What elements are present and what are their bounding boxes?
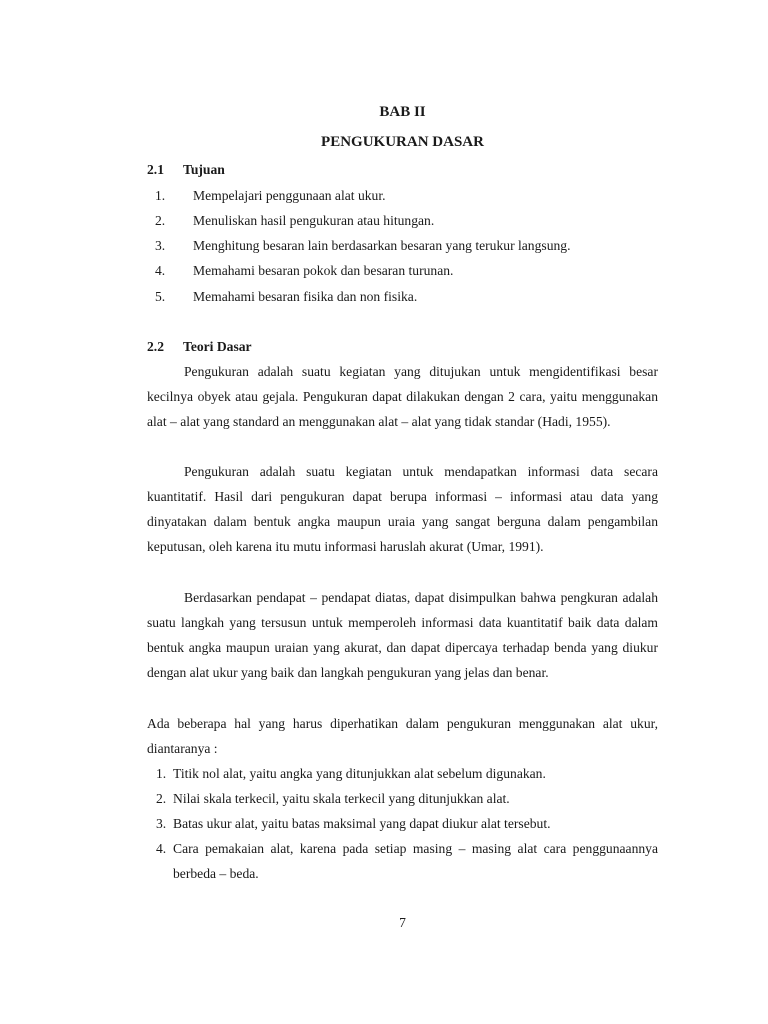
list-item-number: 3. (156, 816, 167, 831)
list-item (147, 811, 658, 836)
list-item-text: Memahami besaran fisika dan non fisika. (193, 289, 418, 304)
section-title: Teori Dasar (183, 339, 252, 354)
list-item-text: Cara pemakaian alat, karena pada setiap masing – masing alat cara penggunaannya berbeda – beda. (173, 841, 658, 881)
list-item-text: Memahami besaran pokok dan besaran turunan. (193, 263, 454, 278)
page-number: 7 (399, 915, 406, 930)
paragraph: Pengukuran adalah suatu kegiatan yang ditujukan untuk mengidentifikasi besar kecilnya obyek atau gejala. Pengukuran dapat dilakukan dengan 2 cara, yaitu menggunakan alat – alat yang standard an menggunakan alat – alat yang tidak standar (Hadi, 1955). (147, 364, 658, 429)
list-item-text: Nilai skala terkecil, yaitu skala terkecil yang ditunjukkan alat. (173, 791, 510, 806)
list-item-number: 2. (156, 791, 167, 806)
list-item-text: Mempelajari penggunaan alat ukur. (193, 188, 386, 203)
list-item-text: Batas ukur alat, yaitu batas maksimal yang dapat diukur alat tersebut. (173, 816, 551, 831)
list-item (147, 761, 658, 786)
list-item-number: 4. (156, 841, 167, 856)
list-item-number: 2. (155, 213, 166, 228)
paragraph-intro: Ada beberapa hal yang harus diperhatikan dalam pengukuran menggunakan alat ukur, diantaranya : (147, 716, 658, 756)
section-number: 2.2 (147, 339, 164, 354)
list-item-text: Menuliskan hasil pengukuran atau hitungan. (193, 213, 435, 228)
list-item (147, 836, 658, 886)
section-heading-tujuan (147, 162, 225, 178)
list-item-text: Titik nol alat, yaitu angka yang ditunjukkan alat sebelum digunakan. (173, 766, 546, 781)
list-item (147, 786, 658, 811)
list-item-number: 1. (155, 188, 166, 203)
section-heading-teori-dasar (147, 339, 252, 355)
section-number: 2.1 (147, 162, 164, 177)
numbered-list (147, 761, 658, 886)
list-item-text: Menghitung besaran lain berdasarkan besaran yang terukur langsung. (193, 238, 571, 253)
list-item-number: 5. (155, 289, 166, 304)
paragraph: Pengukuran adalah suatu kegiatan untuk mendapatkan informasi data secara kuantitatif. Hasil dari pengukuran dapat berupa informasi – informasi atau data yang dinyatakan dalam bentuk angka maupun uraia yang sangat berguna dalam pengambilan keputusan, oleh karena itu mutu informasi haruslah akurat (Umar, 1991). (147, 464, 658, 554)
chapter-title: PENGUKURAN DASAR (321, 134, 484, 150)
list-item-number: 3. (155, 238, 166, 253)
list-item-number: 1. (156, 766, 167, 781)
paragraph: Berdasarkan pendapat – pendapat diatas, dapat disimpulkan bahwa pengkuran adalah suatu langkah yang tersusun untuk memperoleh informasi data kuantitatif baik data dalam bentuk angka maupun uraian yang akurat, dan dapat dipercaya terhadap benda yang diukur dengan alat ukur yang baik dan langkah pengukuran yang jelas dan benar. (147, 590, 658, 680)
list-item-number: 4. (155, 263, 166, 278)
chapter-label: BAB II (379, 104, 426, 120)
section-title: Tujuan (183, 162, 225, 177)
